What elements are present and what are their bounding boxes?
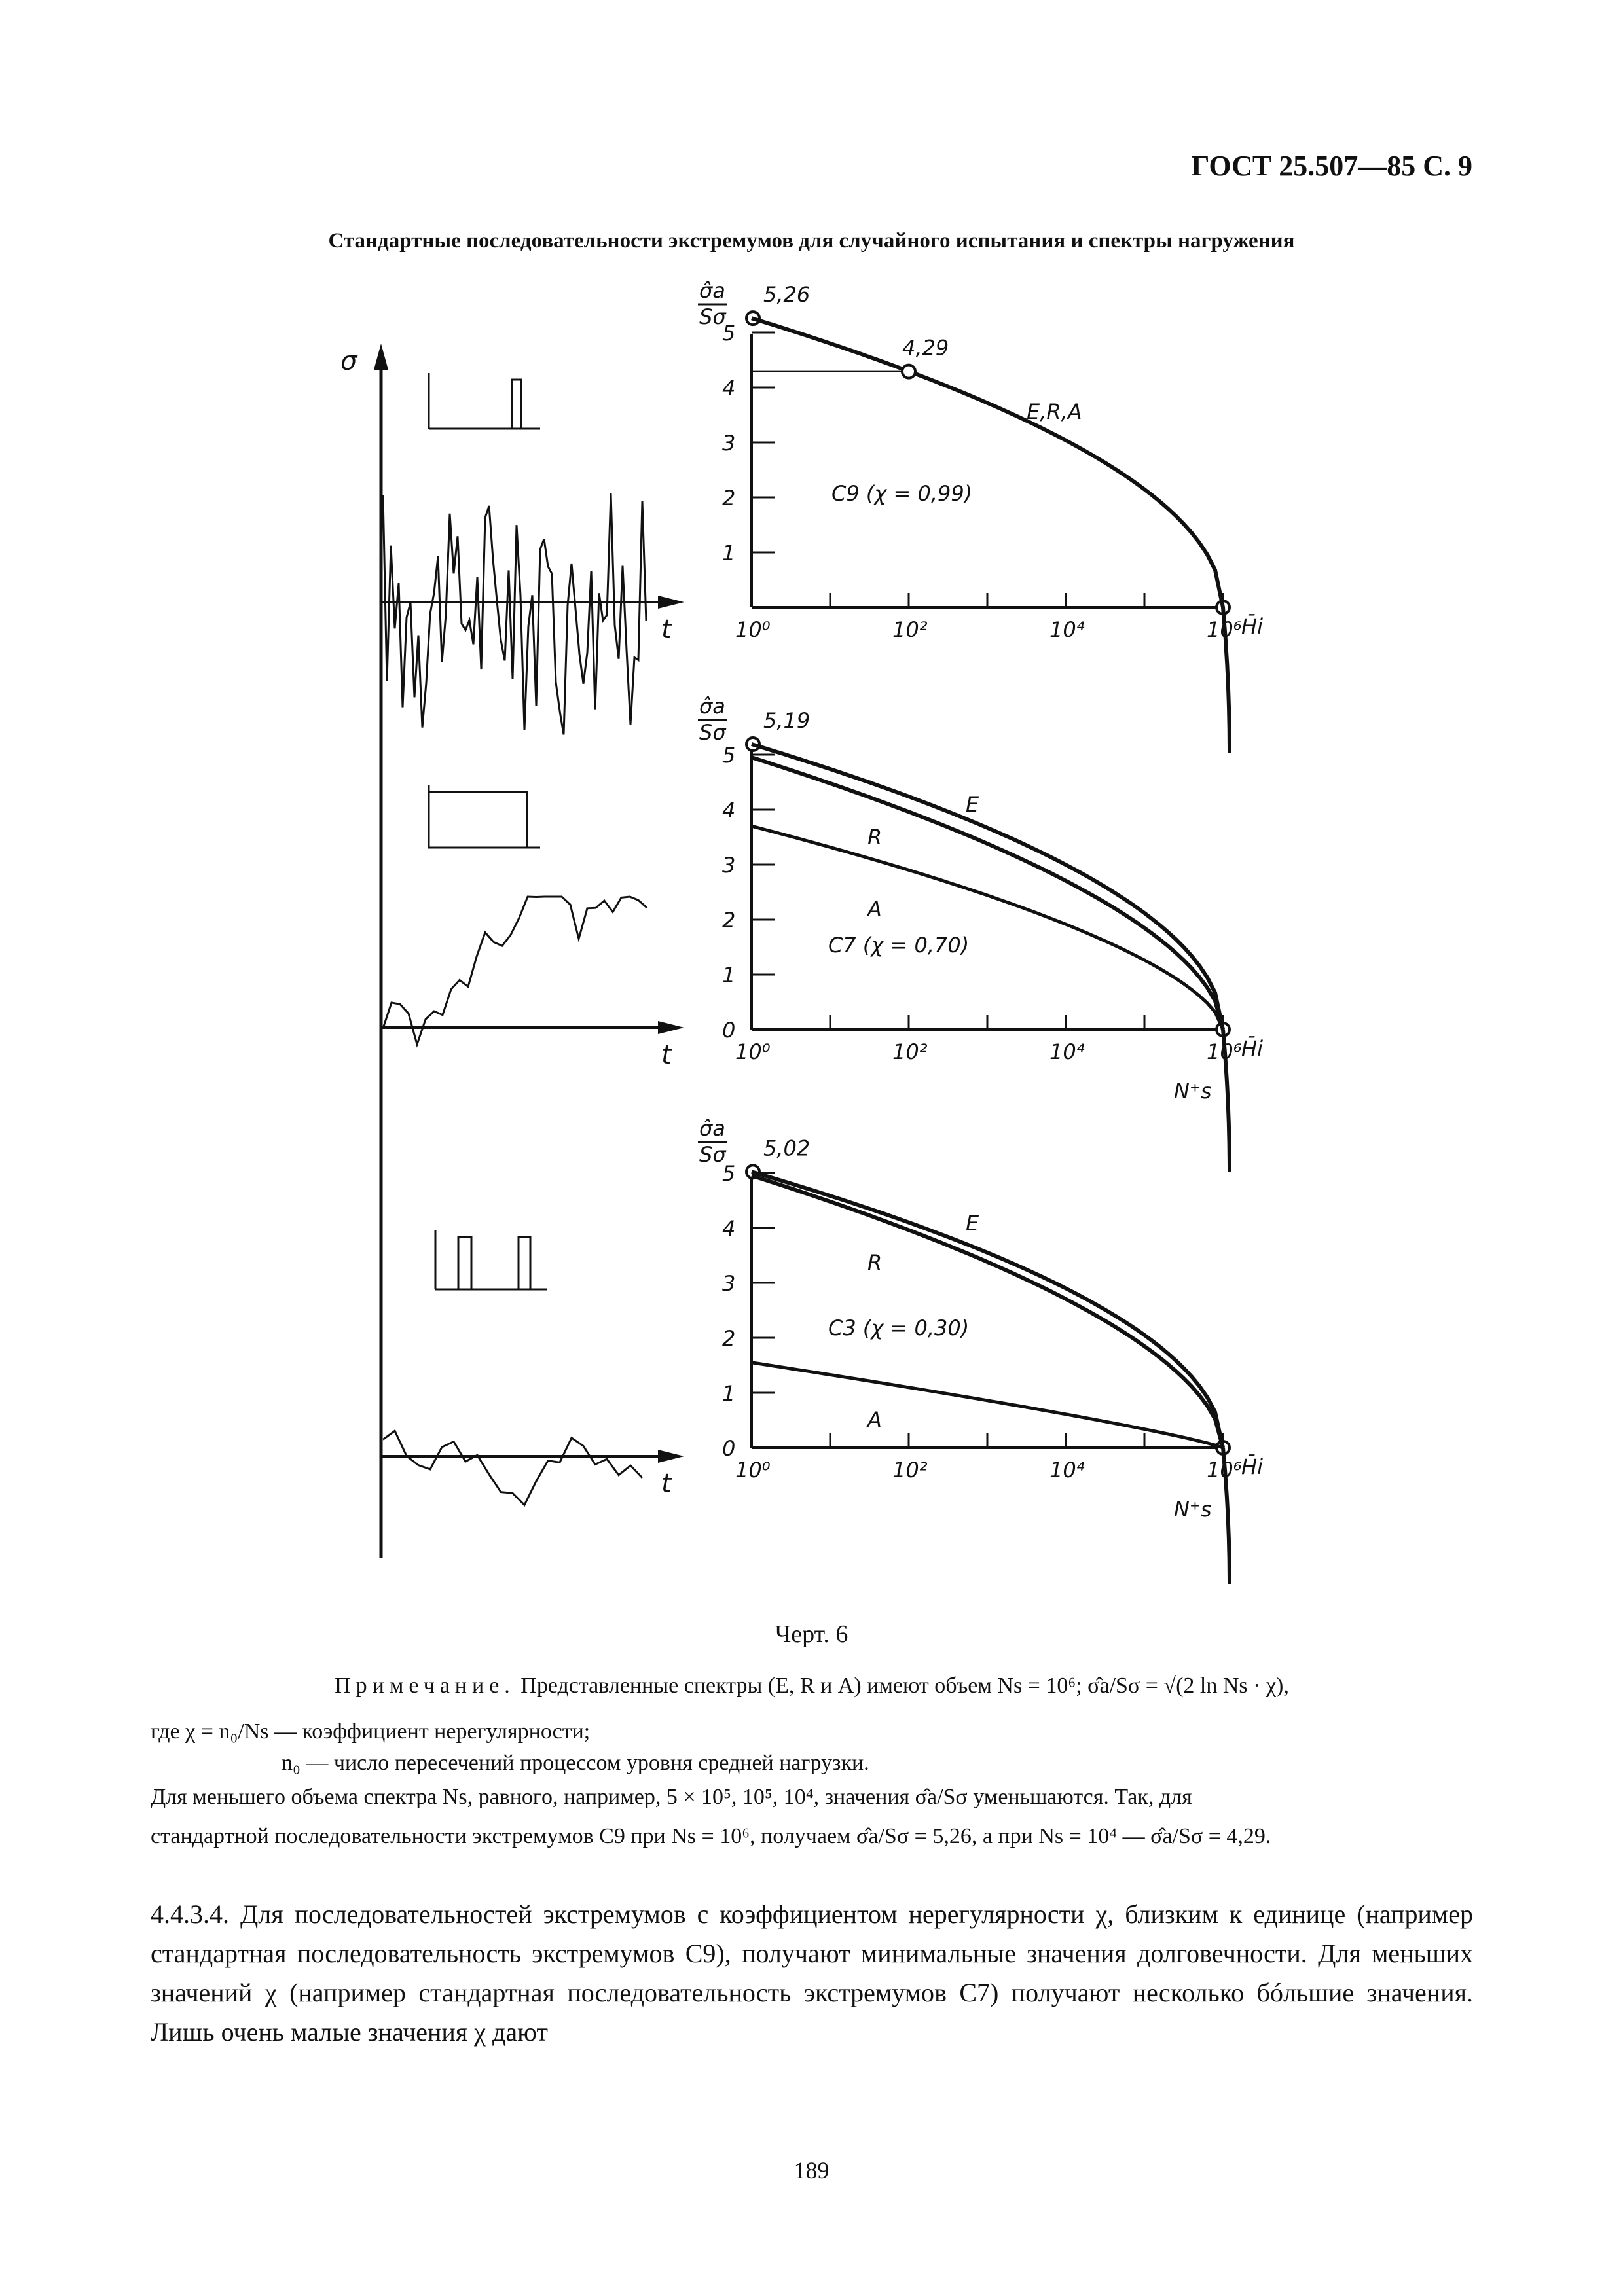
x-tick-label: 10⁰ — [735, 617, 771, 642]
note-line-2: где χ = n₀/Ns — коэффициент нерегулярности; — [151, 1719, 591, 1744]
curve-e — [752, 1172, 1223, 1448]
spectrum-chart-3 — [698, 1116, 1263, 1584]
start-value-label: 5,26 — [763, 282, 811, 308]
x-tick-label: 10⁶ — [1207, 1039, 1242, 1064]
curve-a — [752, 826, 1223, 1030]
left-sigma-axis — [374, 344, 388, 1558]
y-tick-label: 4 — [722, 376, 736, 401]
y-tick-label: 0 — [722, 1436, 736, 1461]
y-tick-label: 2 — [722, 486, 736, 511]
time-axis-label: t — [661, 1469, 672, 1499]
time-axis-label: t — [661, 615, 672, 645]
signal-row-2 — [381, 785, 684, 1070]
curve-r — [752, 1175, 1223, 1448]
curve-label-r: R — [867, 825, 883, 850]
x-tick-label: 10⁶ — [1207, 1458, 1242, 1482]
ns-label: N⁺s — [1174, 1079, 1212, 1103]
y-tick-label: 3 — [722, 853, 736, 878]
y-axis-label-bottom: Sσ — [699, 720, 726, 745]
y-tick-label: 4 — [722, 798, 736, 823]
time-axis-arrow — [658, 1021, 684, 1034]
point-label: 4,29 — [902, 335, 949, 361]
y-tick-label: 3 — [722, 431, 736, 456]
time-axis-label: t — [661, 1040, 672, 1070]
note-line-3: n₀ — число пересечений процессом уровня средней нагрузки. — [282, 1751, 869, 1775]
curve-label-r: R — [867, 1250, 883, 1275]
y-tick-label: 2 — [722, 908, 736, 933]
time-axis-arrow — [658, 1450, 684, 1463]
curve-r — [752, 757, 1223, 1030]
y-tick-label: 1 — [722, 1381, 736, 1406]
inset-pulse — [519, 1237, 530, 1289]
y-axis-label-bottom: Sσ — [699, 1142, 726, 1167]
body-paragraph: 4.4.3.4. Для последовательностей экстремумов с коэффициентом нерегулярности χ, близким к единице (например стандартная последовательность экстремумов C9), получают минимальные значения долговечности. Для меньших значений χ (например стандартная последовательность экстремумов C7) получают несколько бóльшие значения. Лишь очень малые значения χ дают — [151, 1899, 1473, 2047]
random-signal — [383, 897, 647, 1045]
note-line-1 — [151, 1669, 1473, 1703]
curve-label-a: A — [867, 897, 882, 922]
curve-label-e: E — [966, 1211, 979, 1236]
y-axis-label-bottom: Sσ — [699, 304, 726, 329]
x-tick-label: 10⁶ — [1207, 617, 1242, 642]
spectrum-charts — [698, 278, 1263, 1584]
point-4-29 — [902, 365, 915, 378]
inset-pulse — [458, 1237, 471, 1289]
spectrum-label: C9 (χ = 0,99) — [831, 481, 973, 506]
y-tick-label: 1 — [722, 541, 736, 565]
note-label: Примечание. — [335, 1674, 515, 1698]
y-tick-label: 5 — [722, 1161, 736, 1186]
ns-label: N⁺s — [1174, 1497, 1212, 1522]
figure-caption: Черт. 6 — [775, 1621, 848, 1648]
x-tick-label: 10⁰ — [735, 1458, 771, 1482]
x-tick-label: 10⁴ — [1049, 617, 1085, 642]
y-tick-label: 2 — [722, 1326, 736, 1351]
spectrum-chart-1 — [698, 278, 1263, 753]
y-tick-label: 5 — [722, 321, 736, 346]
curve-label-e: E — [966, 792, 979, 817]
start-value-label: 5,19 — [763, 708, 811, 734]
random-signal — [383, 493, 646, 735]
signal-row-1 — [381, 373, 684, 734]
sigma-axis-label: σ — [340, 346, 357, 376]
y-tick-label: 0 — [722, 1018, 736, 1043]
y-tick-label: 3 — [722, 1271, 736, 1296]
signal-row-3 — [381, 1230, 684, 1505]
y-tick-label: 4 — [722, 1216, 736, 1241]
y-tick-label: 1 — [722, 963, 736, 988]
x-axis-label: H̄i — [1241, 614, 1263, 639]
y-axis-label-top: σ̂a — [699, 1116, 725, 1141]
x-axis-label: H̄i — [1241, 1036, 1263, 1061]
x-tick-label: 10⁴ — [1049, 1039, 1085, 1064]
inset-pulse — [429, 792, 527, 848]
note-line-5: стандартной последовательности экстремумов C9 при Ns = 10⁶, получаем σ̂a/Sσ = 5,26, а при Ns = 10⁴ — σ̂a/Sσ = 4,29. — [151, 1824, 1271, 1848]
y-axis-label-top: σ̂a — [699, 278, 725, 303]
x-tick-label: 10² — [892, 1039, 928, 1064]
page-header: ГОСТ 25.507—85 С. 9 — [1191, 150, 1472, 182]
y-tick-label: 5 — [722, 743, 736, 768]
y-axis-label-top: σ̂a — [699, 694, 725, 719]
random-signal — [383, 1431, 642, 1505]
spectrum-label: C3 (χ = 0,30) — [828, 1316, 970, 1340]
curve-era — [752, 318, 1223, 607]
note-line-4: Для меньшего объема спектра Ns, равного, например, 5 × 10⁵, 10⁵, 10⁴, значения σ̂a/Sσ уменьшаются. Так, для — [151, 1785, 1192, 1809]
x-tick-label: 10⁰ — [735, 1039, 771, 1064]
curve-label-era: E,R,A — [1027, 399, 1082, 424]
spectrum-label: C7 (χ = 0,70) — [828, 933, 970, 958]
time-axis-arrow — [658, 596, 684, 609]
note-text-1: Представленные спектры (E, R и A) имеют объем Ns = 10⁶; σ̂a/Sσ = √(2 ln Ns · χ), — [520, 1674, 1289, 1698]
spectrum-chart-2 — [698, 694, 1263, 1172]
x-tick-label: 10² — [892, 1458, 928, 1482]
x-axis-label: H̄i — [1241, 1454, 1263, 1479]
x-tick-label: 10² — [892, 617, 928, 642]
figure-title: Стандартные последовательности экстремумов для случайного испытания и спектры нагружения — [328, 229, 1295, 253]
curve-e — [752, 744, 1223, 1030]
inset-pulse — [512, 380, 521, 429]
time-signals — [381, 373, 684, 1505]
x-tick-label: 10⁴ — [1049, 1458, 1085, 1482]
curve-label-a: A — [867, 1407, 882, 1432]
page-number: 189 — [793, 2157, 830, 2183]
start-value-label: 5,02 — [763, 1136, 811, 1161]
